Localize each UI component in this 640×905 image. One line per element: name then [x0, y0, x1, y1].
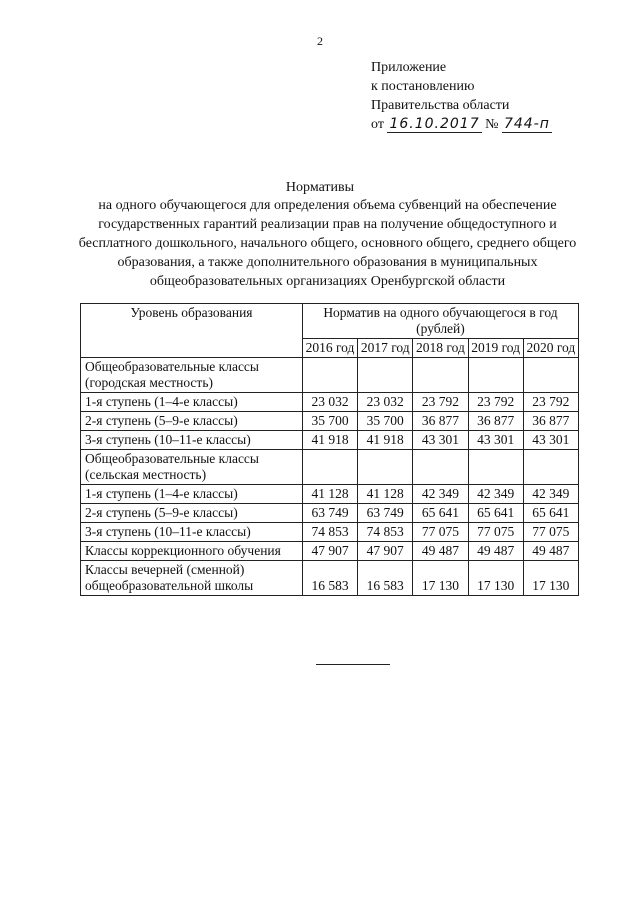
value-cell: 16 583 [302, 561, 357, 596]
value-cell [468, 450, 523, 485]
value-cell: 49 487 [523, 542, 578, 561]
value-cell: 63 749 [358, 504, 413, 523]
value-cell: 17 130 [523, 561, 578, 596]
value-cell: 77 075 [523, 523, 578, 542]
value-cell: 77 075 [468, 523, 523, 542]
year-header: 2020 год [523, 339, 578, 358]
date-prefix: от [371, 117, 384, 132]
approval-line-2: к постановлению [371, 79, 475, 94]
value-cell: 23 792 [468, 393, 523, 412]
value-cell: 36 877 [468, 412, 523, 431]
value-cell: 17 130 [468, 561, 523, 596]
end-rule [316, 664, 390, 665]
value-cell [468, 358, 523, 393]
value-cell [413, 450, 468, 485]
table-row [81, 393, 579, 412]
document-subtitle: на одного обучающегося для определения объема субвенций на обеспечение государственных гарантий реализации прав на получение общедоступного и бесплатного дошкольного, начального общего, основного общего, среднего общего образования, а также дополнительного образования в муниципальных общеобразовательных организациях Оренбургской области [78, 198, 577, 289]
value-cell: 41 918 [302, 431, 357, 450]
approval-date-line [371, 115, 552, 134]
table-body [81, 358, 579, 596]
value-cell [413, 358, 468, 393]
handwritten-number: 744-п [503, 116, 550, 132]
value-cell: 41 918 [358, 431, 413, 450]
value-cell: 16 583 [358, 561, 413, 596]
row-label: Классы вечерней (сменной) общеобразовательной школы [81, 561, 303, 596]
row-label: Общеобразовательные классы (городская местность) [81, 358, 303, 393]
table-row [81, 542, 579, 561]
norms-table [80, 303, 579, 596]
value-cell: 42 349 [468, 485, 523, 504]
value-cell: 74 853 [302, 523, 357, 542]
row-label: 2-я ступень (5–9-е классы) [81, 412, 303, 431]
value-cell: 47 907 [358, 542, 413, 561]
value-cell: 63 749 [302, 504, 357, 523]
value-cell: 77 075 [413, 523, 468, 542]
value-cell: 17 130 [413, 561, 468, 596]
year-header: 2019 год [468, 339, 523, 358]
row-label: 1-я ступень (1–4-е классы) [81, 393, 303, 412]
value-cell [358, 450, 413, 485]
handwritten-date: 16.10.2017 [389, 116, 480, 132]
value-cell: 65 641 [468, 504, 523, 523]
value-cell: 41 128 [302, 485, 357, 504]
table-row [81, 412, 579, 431]
row-label: 1-я ступень (1–4-е классы) [81, 485, 303, 504]
table-row [81, 450, 579, 485]
value-cell: 43 301 [468, 431, 523, 450]
value-cell: 47 907 [302, 542, 357, 561]
column-header-norm: Норматив на одного обучающегося в год (рублей) [302, 304, 578, 339]
table-row [81, 561, 579, 596]
value-cell: 42 349 [523, 485, 578, 504]
table-row [81, 485, 579, 504]
value-cell: 41 128 [358, 485, 413, 504]
value-cell: 74 853 [358, 523, 413, 542]
year-header: 2017 год [358, 339, 413, 358]
row-label: 3-я ступень (10–11-е классы) [81, 431, 303, 450]
table-row [81, 358, 579, 393]
value-cell [302, 450, 357, 485]
number-prefix: № [485, 117, 499, 132]
approval-block [371, 58, 552, 134]
value-cell: 35 700 [302, 412, 357, 431]
table-row [81, 431, 579, 450]
value-cell: 43 301 [413, 431, 468, 450]
value-cell: 23 032 [302, 393, 357, 412]
page-number: 2 [317, 34, 323, 48]
value-cell [358, 358, 413, 393]
value-cell: 23 792 [523, 393, 578, 412]
value-cell: 23 792 [413, 393, 468, 412]
value-cell: 36 877 [523, 412, 578, 431]
value-cell: 43 301 [523, 431, 578, 450]
table-row [81, 523, 579, 542]
row-label: 2-я ступень (5–9-е классы) [81, 504, 303, 523]
value-cell [523, 450, 578, 485]
approval-line-1: Приложение [371, 60, 447, 75]
column-header-level: Уровень образования [81, 304, 303, 358]
value-cell: 65 641 [413, 504, 468, 523]
value-cell: 49 487 [468, 542, 523, 561]
value-cell [523, 358, 578, 393]
year-header: 2016 год [302, 339, 357, 358]
value-cell [302, 358, 357, 393]
year-header: 2018 год [413, 339, 468, 358]
row-label: Общеобразовательные классы (сельская местность) [81, 450, 303, 485]
table-header-row [81, 304, 579, 339]
value-cell: 35 700 [358, 412, 413, 431]
row-label: Классы коррекционного обучения [81, 542, 303, 561]
row-label: 3-я ступень (10–11-е классы) [81, 523, 303, 542]
value-cell: 65 641 [523, 504, 578, 523]
value-cell: 36 877 [413, 412, 468, 431]
value-cell: 42 349 [413, 485, 468, 504]
value-cell: 49 487 [413, 542, 468, 561]
value-cell: 23 032 [358, 393, 413, 412]
table-row [81, 504, 579, 523]
document-title: Нормативы [285, 180, 355, 195]
approval-line-3: Правительства области [371, 98, 510, 113]
